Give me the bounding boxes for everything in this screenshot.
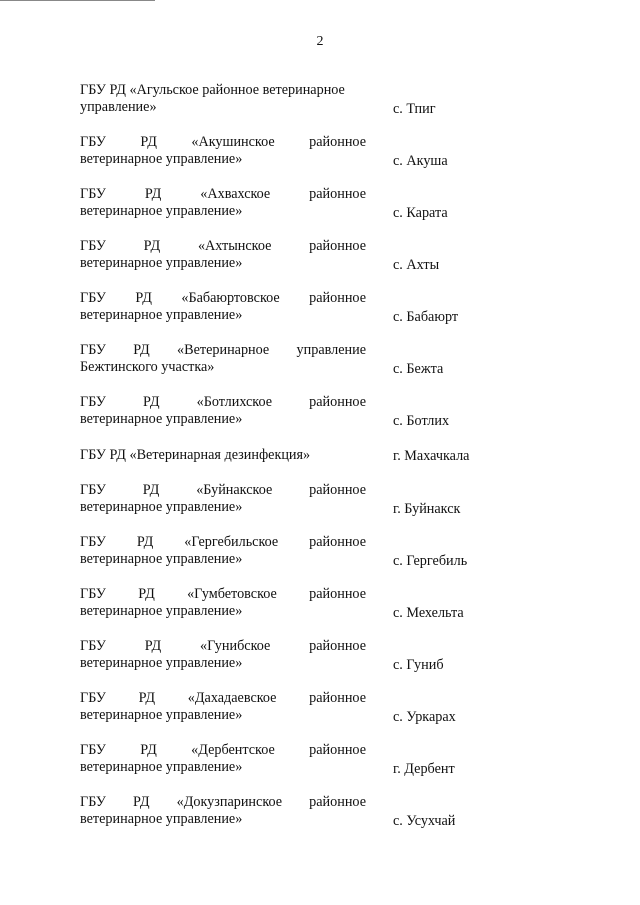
entry-name-line1: ГБУ РД «Акушинское районное (80, 134, 366, 150)
entry-name (80, 690, 366, 724)
entry-name-line2: ветеринарное управление» (80, 707, 243, 723)
entry-name (80, 134, 366, 168)
entry-name-line2: управление» (80, 99, 157, 115)
entry-name-line2: ветеринарное управление» (80, 307, 243, 323)
entry-name-line1: ГБУ РД «Дахадаевское районное (80, 690, 366, 706)
page-number: 2 (316, 34, 324, 49)
entry-akusha (0, 134, 640, 174)
entry-name (80, 186, 366, 220)
entry-name-line1: ГБУ РД «Ахвахское районное (80, 186, 366, 202)
entry-location: с. Бежта (393, 361, 444, 377)
entry-dahadaev (0, 690, 640, 730)
entry-name-line1: ГБУ РД «Ветеринарная дезинфекция» (80, 447, 311, 463)
entry-location: г. Махачкала (393, 448, 470, 464)
entry-location: с. Усухчай (393, 813, 456, 829)
entry-name-line1: ГБУ РД «Гергебильское районное (80, 534, 366, 550)
entry-location: с. Бабаюрт (393, 309, 459, 325)
entry-name-line2: ветеринарное управление» (80, 203, 243, 219)
entry-name-line1: ГБУ РД «Ветеринарное управление (80, 342, 366, 358)
entry-buynaksk (0, 482, 640, 522)
entry-name-line1: ГБУ РД «Гумбетовское районное (80, 586, 366, 602)
entry-location: с. Ботлих (393, 413, 450, 429)
entry-name-line2: Бежтинского участка» (80, 359, 215, 375)
entry-name-line2: ветеринарное управление» (80, 759, 243, 775)
entry-gumbet (0, 586, 640, 626)
entry-ahvah (0, 186, 640, 226)
entry-name (80, 742, 366, 776)
entry-location: г. Дербент (393, 761, 455, 777)
entry-location: с. Ахты (393, 257, 440, 273)
entry-name (80, 394, 366, 428)
entry-name-line2: ветеринарное управление» (80, 551, 243, 567)
entry-name-line2: ветеринарное управление» (80, 411, 243, 427)
entry-ahty (0, 238, 640, 278)
entry-location: с. Акуша (393, 153, 448, 169)
top-edge-line (0, 0, 155, 1)
entry-name-line1: ГБУ РД «Докузпаринское районное (80, 794, 366, 810)
entry-name-line1: ГБУ РД «Бабаюртовское районное (80, 290, 366, 306)
entry-bezhta (0, 342, 640, 382)
entry-name (80, 342, 366, 376)
entry-gunib (0, 638, 640, 678)
entry-botlih (0, 394, 640, 434)
entry-name-line1: ГБУ РД «Гунибское районное (80, 638, 366, 654)
entry-location: с. Карата (393, 205, 448, 221)
entry-gergebil (0, 534, 640, 574)
entry-name-line2: ветеринарное управление» (80, 655, 243, 671)
entry-name (80, 534, 366, 568)
entry-location: с. Тпиг (393, 101, 436, 117)
entry-location: с. Уркарах (393, 709, 456, 725)
entry-name-line2: ветеринарное управление» (80, 255, 243, 271)
entry-agul (0, 82, 640, 122)
entry-name-line2: ветеринарное управление» (80, 499, 243, 515)
entry-name (80, 586, 366, 620)
entry-babayurt (0, 290, 640, 330)
entry-dokuzpara (0, 794, 640, 834)
entry-name (80, 638, 366, 672)
entry-location: г. Буйнакск (393, 501, 461, 517)
entry-name (80, 794, 366, 828)
entry-name-line1: ГБУ РД «Дербентское районное (80, 742, 366, 758)
entry-name-line1: ГБУ РД «Агульское районное ветеринарное (80, 82, 345, 98)
entry-name (80, 482, 366, 516)
entry-name (80, 82, 366, 116)
entry-name (80, 238, 366, 272)
entry-name-line1: ГБУ РД «Ботлихское районное (80, 394, 366, 410)
entry-name-line2: ветеринарное управление» (80, 811, 243, 827)
entry-name-line1: ГБУ РД «Буйнакское районное (80, 482, 366, 498)
entry-location: с. Гергебиль (393, 553, 468, 569)
entry-location: с. Мехельта (393, 605, 464, 621)
entry-derbent (0, 742, 640, 782)
entry-name (80, 290, 366, 324)
entry-name-line2: ветеринарное управление» (80, 151, 243, 167)
entry-location: с. Гуниб (393, 657, 444, 673)
entry-name-line1: ГБУ РД «Ахтынское районное (80, 238, 366, 254)
entry-dezinfekciya (0, 447, 640, 487)
entry-name-line2: ветеринарное управление» (80, 603, 243, 619)
entry-name (80, 447, 366, 464)
